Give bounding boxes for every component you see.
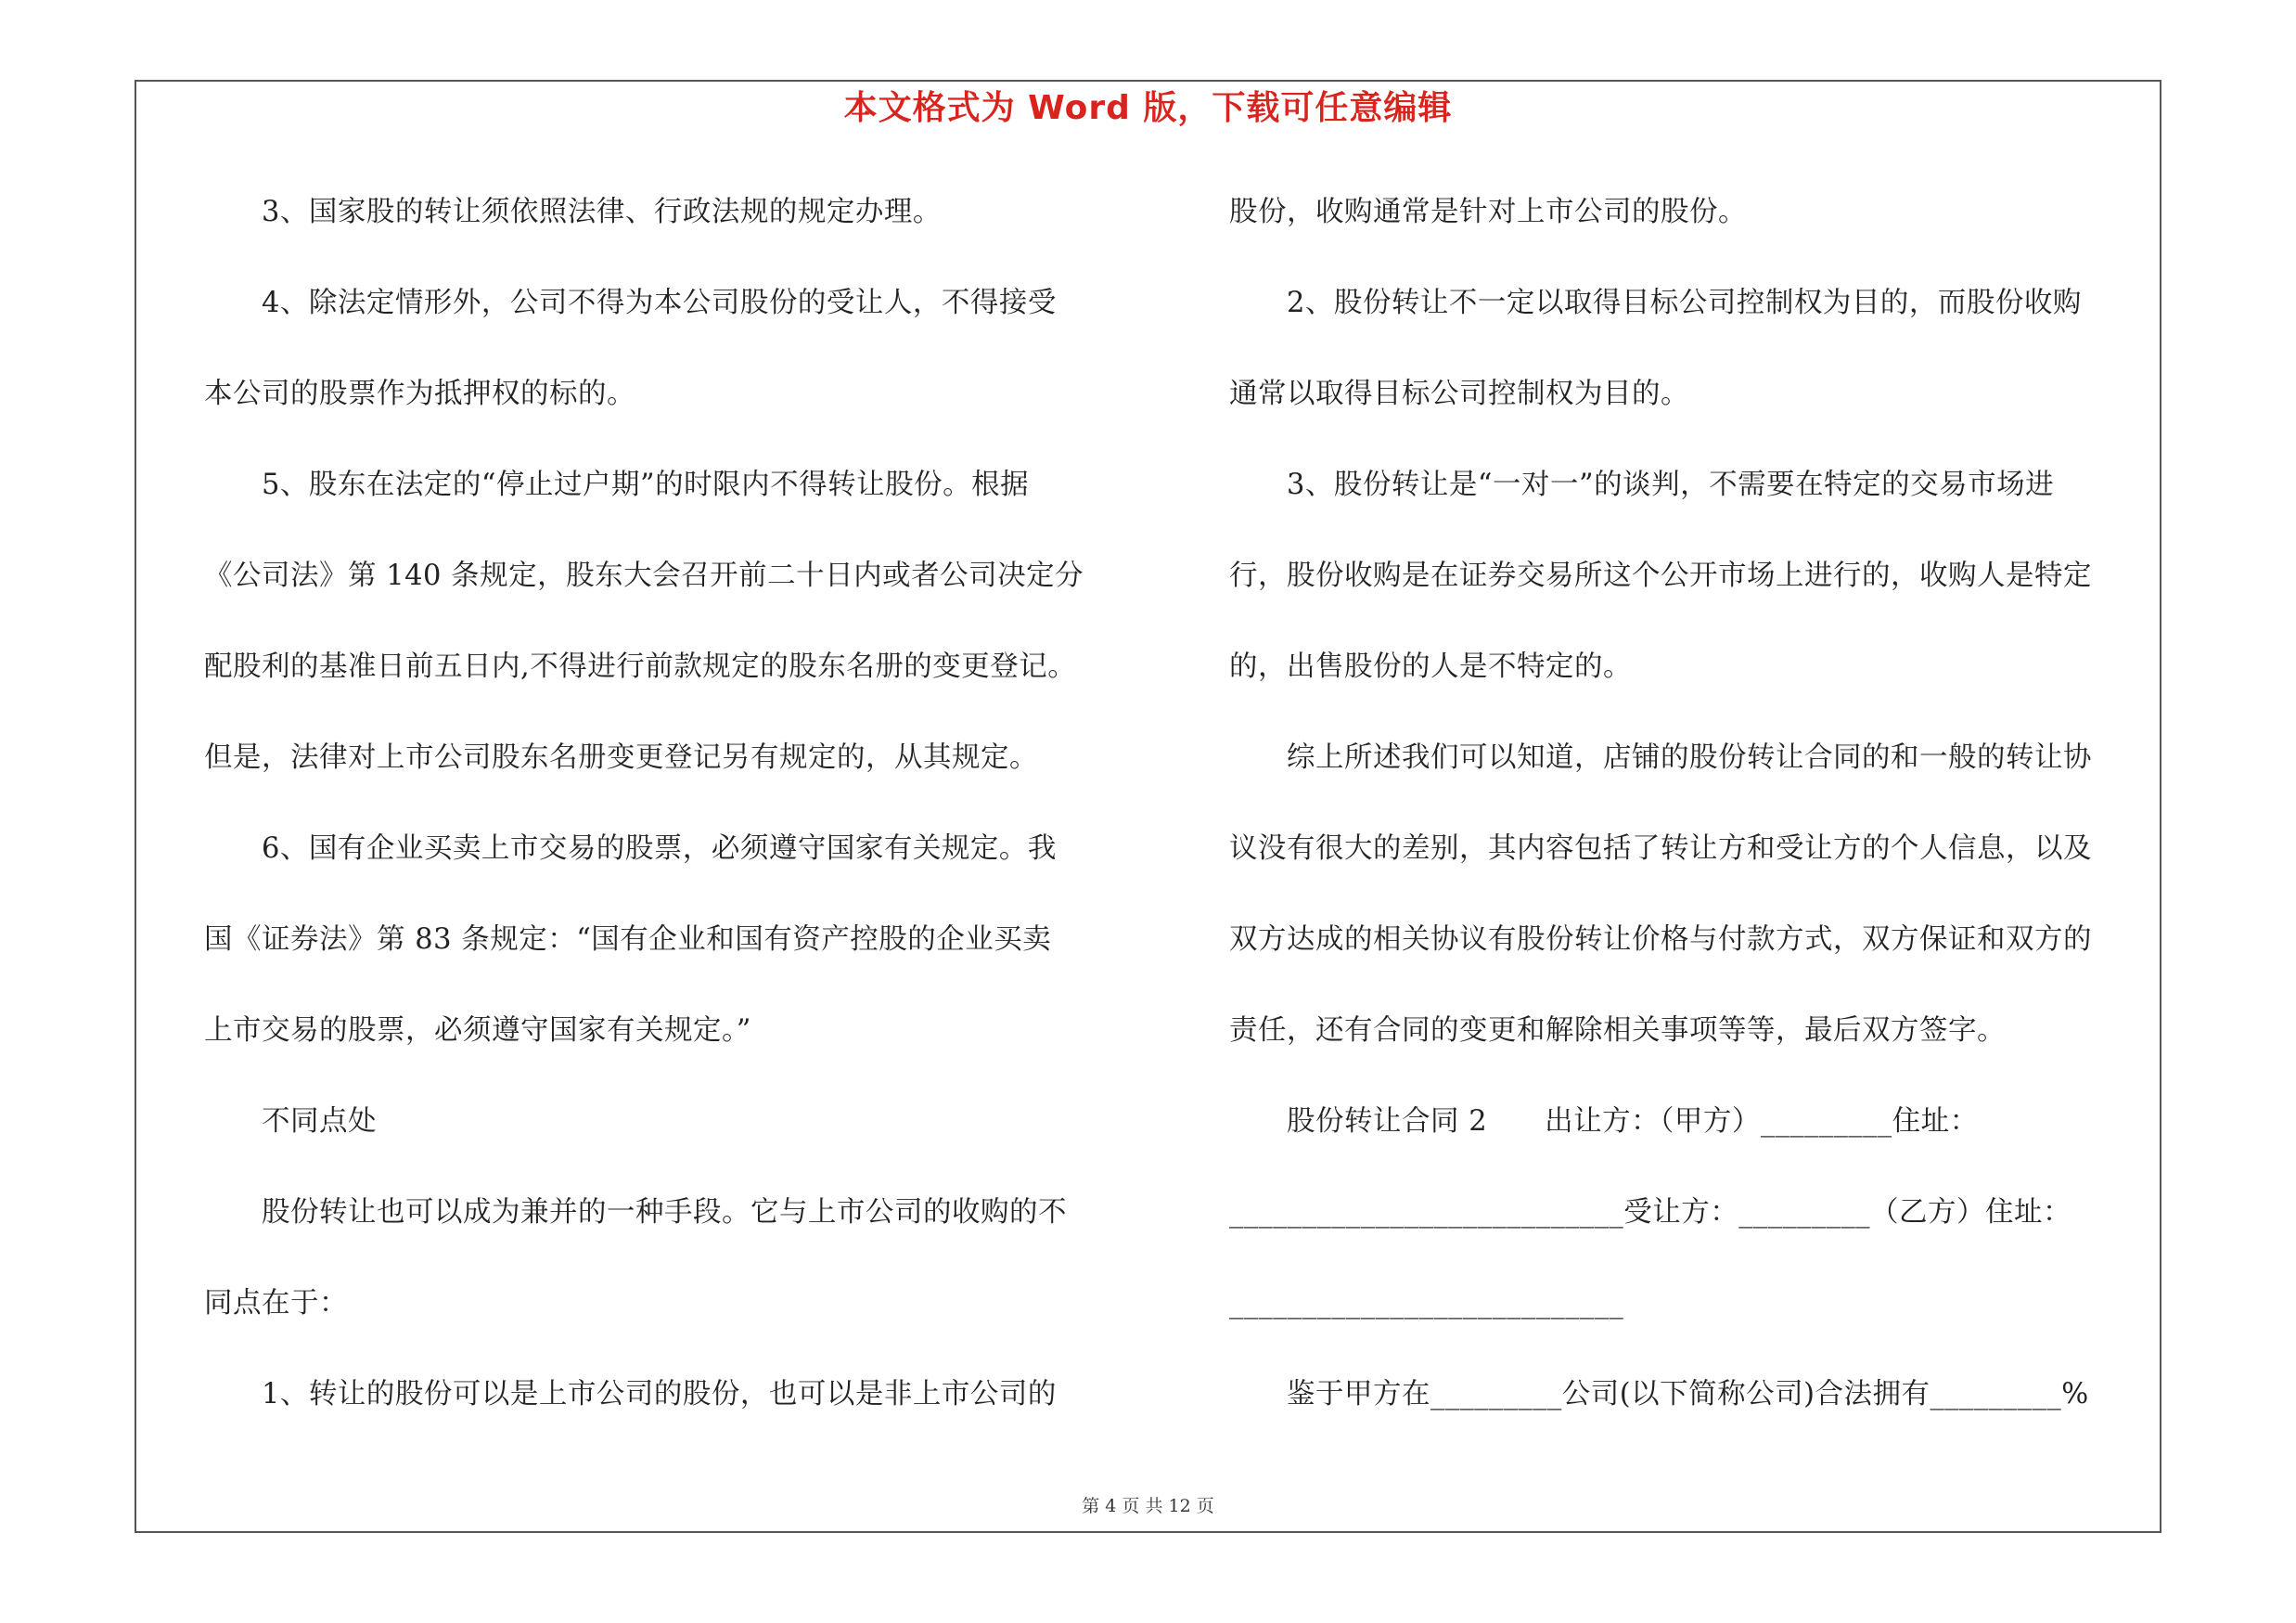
- format-banner: 本文格式为 Word 版，下载可任意编辑: [843, 89, 1453, 127]
- left-column: [204, 167, 1146, 1440]
- text-line: 通常以取得目标公司控制权为目的。: [1229, 378, 1689, 410]
- text-line: 议没有很大的差别，其内容包括了转让方和受让方的个人信息，以及: [1229, 832, 2092, 865]
- text-line: 双方达成的相关协议有股份转让价格与付款方式，双方保证和双方的: [1229, 923, 2092, 956]
- page-number-footer: 第 4 页 共 12 页: [1082, 1496, 1214, 1516]
- text-line: 本公司的股票作为抵押权的标的。: [204, 378, 635, 410]
- text-line: 3、股份转让是“一对一”的谈判，不需要在特定的交易市场进: [1287, 469, 2055, 501]
- text-line: 2、股份转让不一定以取得目标公司控制权为目的，而股份收购: [1287, 287, 2082, 319]
- text-line: 3、国家股的转让须依照法律、行政法规的规定办理。: [262, 196, 942, 228]
- text-line: ___________________________受让方：_________（乙方）住址：: [1229, 1196, 2072, 1229]
- right-column: [1229, 167, 2148, 1440]
- text-line: 股份转让也可以成为兼并的一种手段。它与上市公司的收购的不: [262, 1196, 1067, 1229]
- text-line: 同点在于：: [204, 1287, 348, 1320]
- text-line: 行，股份收购是在证券交易所这个公开市场上进行的，收购人是特定: [1229, 560, 2092, 592]
- text-line: 1、转让的股份可以是上市公司的股份，也可以是非上市公司的: [262, 1378, 1057, 1410]
- text-line: 责任，还有合同的变更和解除相关事项等等，最后双方签字。: [1229, 1014, 2006, 1047]
- text-line: 5、股东在法定的“停止过户期”的时限内不得转让股份。根据: [262, 469, 1030, 501]
- text-line: 股份转让合同 2 出让方：（甲方）_________住址：: [1287, 1105, 1979, 1138]
- text-line: 国《证券法》第 83 条规定：“国有企业和国有资产控股的企业买卖: [204, 923, 1052, 956]
- text-line: 股份，收购通常是针对上市公司的股份。: [1229, 196, 1747, 228]
- text-line: 配股利的基准日前五日内,不得进行前款规定的股东名册的变更登记。: [204, 650, 1077, 683]
- text-line: 的，出售股份的人是不特定的。: [1229, 650, 1632, 683]
- text-line: 鉴于甲方在_________公司(以下简称公司)合法拥有_________%: [1287, 1378, 2089, 1410]
- text-line: 综上所述我们可以知道，店铺的股份转让合同的和一般的转让协: [1287, 741, 2092, 774]
- text-line: 6、国有企业买卖上市交易的股票，必须遵守国家有关规定。我: [262, 832, 1057, 865]
- text-line: 《公司法》第 140 条规定，股东大会召开前二十日内或者公司决定分: [204, 560, 1084, 592]
- text-line: 上市交易的股票，必须遵守国家有关规定。”: [204, 1014, 751, 1047]
- text-line: ___________________________: [1229, 1287, 1624, 1320]
- text-line: 4、除法定情形外，公司不得为本公司股份的受让人，不得接受: [262, 287, 1057, 319]
- text-line: 不同点处: [262, 1105, 377, 1138]
- text-line: 但是，法律对上市公司股东名册变更登记另有规定的，从其规定。: [204, 741, 1038, 774]
